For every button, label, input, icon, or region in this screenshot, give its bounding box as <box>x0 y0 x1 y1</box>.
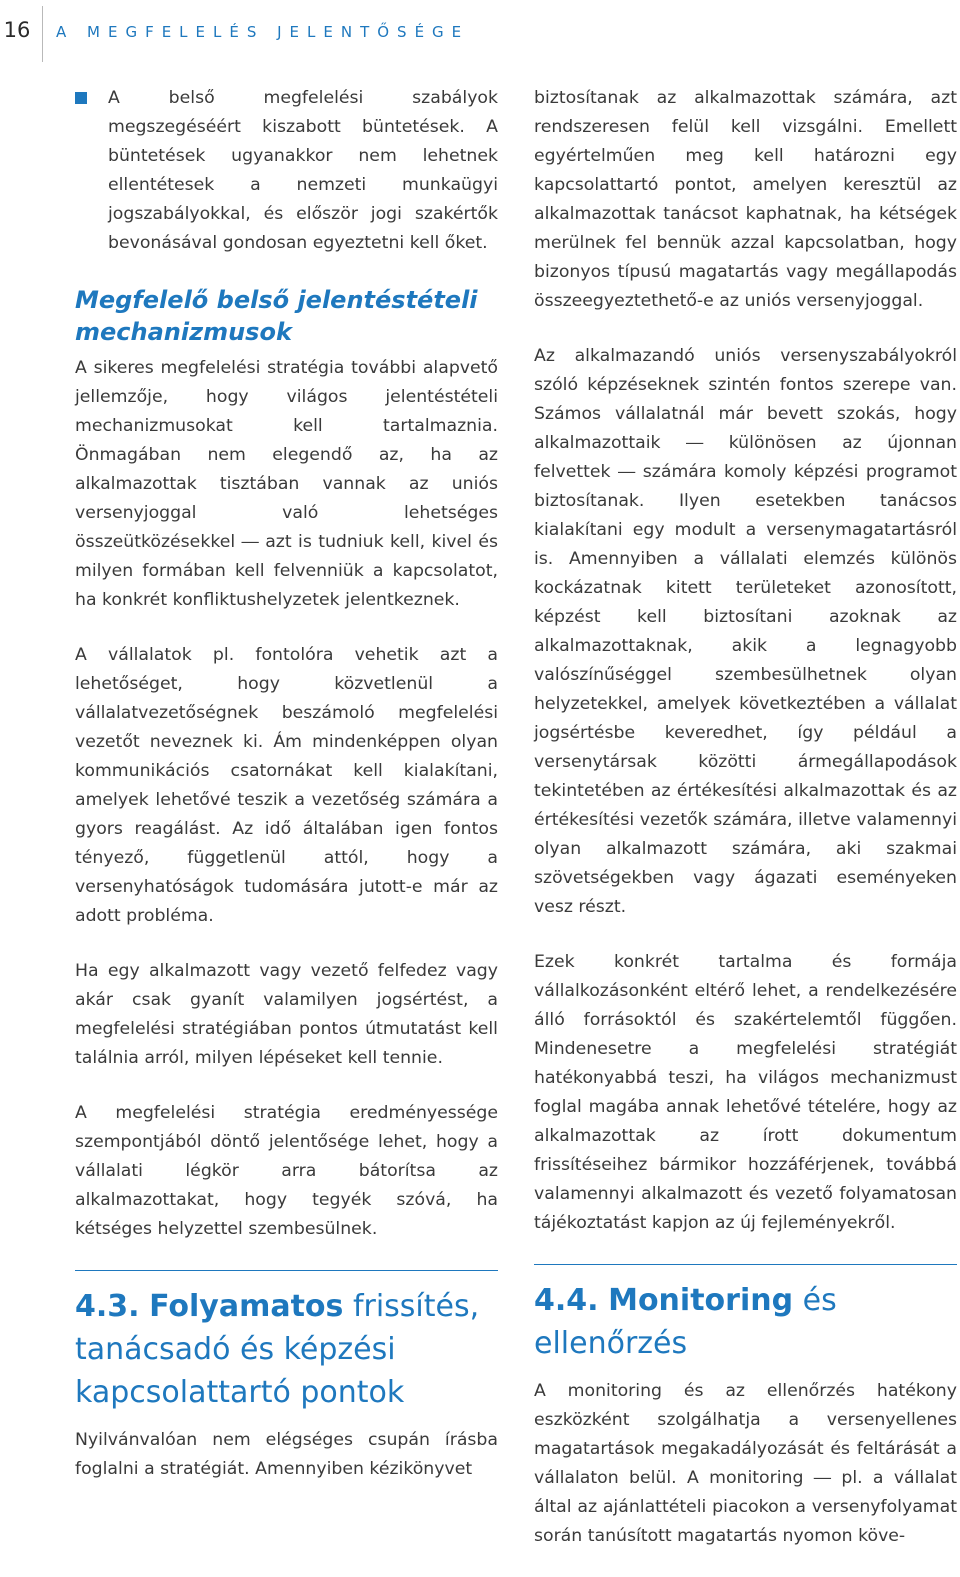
section-heading-4-4 <box>534 1279 957 1365</box>
section-title-rest: és ellenőrzés <box>534 1283 837 1361</box>
left-column <box>75 84 498 1510</box>
section-title-bold: Folyamatos <box>149 1289 344 1324</box>
section-title-bold: Monitoring <box>608 1283 794 1318</box>
right-column <box>534 84 957 1577</box>
paragraph: biztosítanak az alkalmazottak számára, azt rendszeresen felül kell vizsgálni. Emellett egyértelműen meg kell határozni egy kapcsolattartó pontot, amelyen keresztül az alkalmazottak tanácsot kaphatnak, ha kétségek merülnek fel bennük azzal kapcsolatban, hogy bizonyos típusú magatartás vagy megállapodás összeegyeztethető-e az uniós versenyjoggal. <box>534 88 957 311</box>
square-bullet-icon <box>75 92 87 104</box>
section-heading-4-3 <box>75 1285 498 1414</box>
section-number: 4.4. <box>534 1283 599 1318</box>
paragraph: A sikeres megfelelési stratégia további alapvető jellemzője, hogy világos jelentéstételi mechanizmusokat kell tartalmaznia. Önmagában nem elegendő az, ha az alkalmazottak tisztában vannak az uniós versenyjoggal való lehetséges összeütközésekkel ― azt is tudniuk kell, kivel és milyen formában kell felvenniük a kapcsolatot, ha konkrét konfliktushelyzetek jelentkeznek. <box>75 358 498 610</box>
paragraph: Az alkalmazandó uniós versenyszabályokról szóló képzéseknek szintén fontos szerepe van. Számos vállalatnál már bevett szokás, hogy alkalmazottaik ― különösen az újonnan felvettek ― számára komoly képzési programot biztosítanak. Ilyen esetekben tanácsos kialakítani egy modult a versenymagatartásról is. Amennyiben a vállalati elemzés különös kockázatnak kitett területeket azonosított, képzést kell biztosítani azoknak az alkalmazottaknak, akik a legnagyobb valószínűséggel szembesülhetnek olyan helyzetekkel, amelyek következtében a vállalat jogsértésbe keveredhet, így például a versenytársak közötti ármegállapodások tekintetében az értékesítési alkalmazottak és az értékesítési vezetők számára, illetve valamennyi olyan alkalmazott számára, aki szakmai szövetségekben vagy ágazati eseményeken vesz részt. <box>534 346 957 917</box>
page-number: 16 <box>3 18 31 42</box>
paragraph: Ezek konkrét tartalma és formája vállalkozásonként eltérő lehet, a rendelkezésére álló forrásoktól és szakértelemtől függően. Mindenesetre a megfelelési stratégiát hatékonyabbá teszi, ha világos mechanizmust foglal magába annak lehetővé tételére, hogy az alkalmazottak az írott dokumentum frissítéseihez bármikor hozzáférjenek, továbbá valamennyi alkalmazott és vezető folyamatosan tájékoztatást kapjon az új fejleményekről. <box>534 952 957 1233</box>
paragraph: A vállalatok pl. fontolóra vehetik azt a lehetőséget, hogy közvetlenül a vállalatvezetőségnek beszámoló megfelelési vezetőt neveznek ki. Ám mindenképpen olyan kommunikációs csatornákat kell kialakítani, amelyek lehetővé teszik a vezetőség számára a gyors reagálást. Az idő általában igen fontos tényező, függetlenül attól, hogy a versenyhatóságok tudomására jutott-e már az adott probléma. <box>75 645 498 926</box>
running-title: A MEGFELELÉS JELENTŐSÉGE <box>56 23 470 41</box>
bullet-item <box>75 84 498 258</box>
paragraph: A megfelelési stratégia eredményessége szempontjából döntő jelentősége lehet, hogy a vállalati légkör arra bátorítsa az alkalmazottakat, hogy tegyék szóvá, ha kétséges helyzettel szembesülnek. <box>75 1103 498 1239</box>
bullet-text: A belső megfelelési szabályok megszegéséért kiszabott büntetések. A büntetések ugyanakkor nem lehetnek ellentétesek a nemzeti munkaügyi jogszabályokkal, és először jogi szakértők bevonásával gondosan egyeztetni kell őket. <box>108 88 498 253</box>
section-divider <box>75 1270 498 1271</box>
subheading-reporting: Megfelelő belső jelentéstételi mechanizmusok <box>75 286 478 346</box>
paragraph: Ha egy alkalmazott vagy vezető felfedez vagy akár csak gyanít valamilyen jogsértést, a megfelelési stratégiában pontos útmutatást kell találnia arról, milyen lépéseket kell tennie. <box>75 961 498 1068</box>
section-divider <box>534 1264 957 1265</box>
header-divider <box>42 6 43 62</box>
paragraph: A monitoring és az ellenőrzés hatékony eszközként szolgálhatja a versenyellenes magatartások megakadályozását és feltárását a vállalaton belül. A monitoring ― pl. a vállalat által az ajánlattételi piacokon a versenyfolyamat során tanúsított magatartás nyomon köve- <box>534 1381 957 1546</box>
section-title-rest: frissítés, tanácsadó és képzési kapcsolattartó pontok <box>75 1289 480 1410</box>
section-number: 4.3. <box>75 1289 140 1324</box>
paragraph: Nyilvánvalóan nem elégséges csupán írásba foglalni a stratégiát. Amennyiben kézikönyvet <box>75 1430 498 1479</box>
page-header <box>0 0 960 64</box>
